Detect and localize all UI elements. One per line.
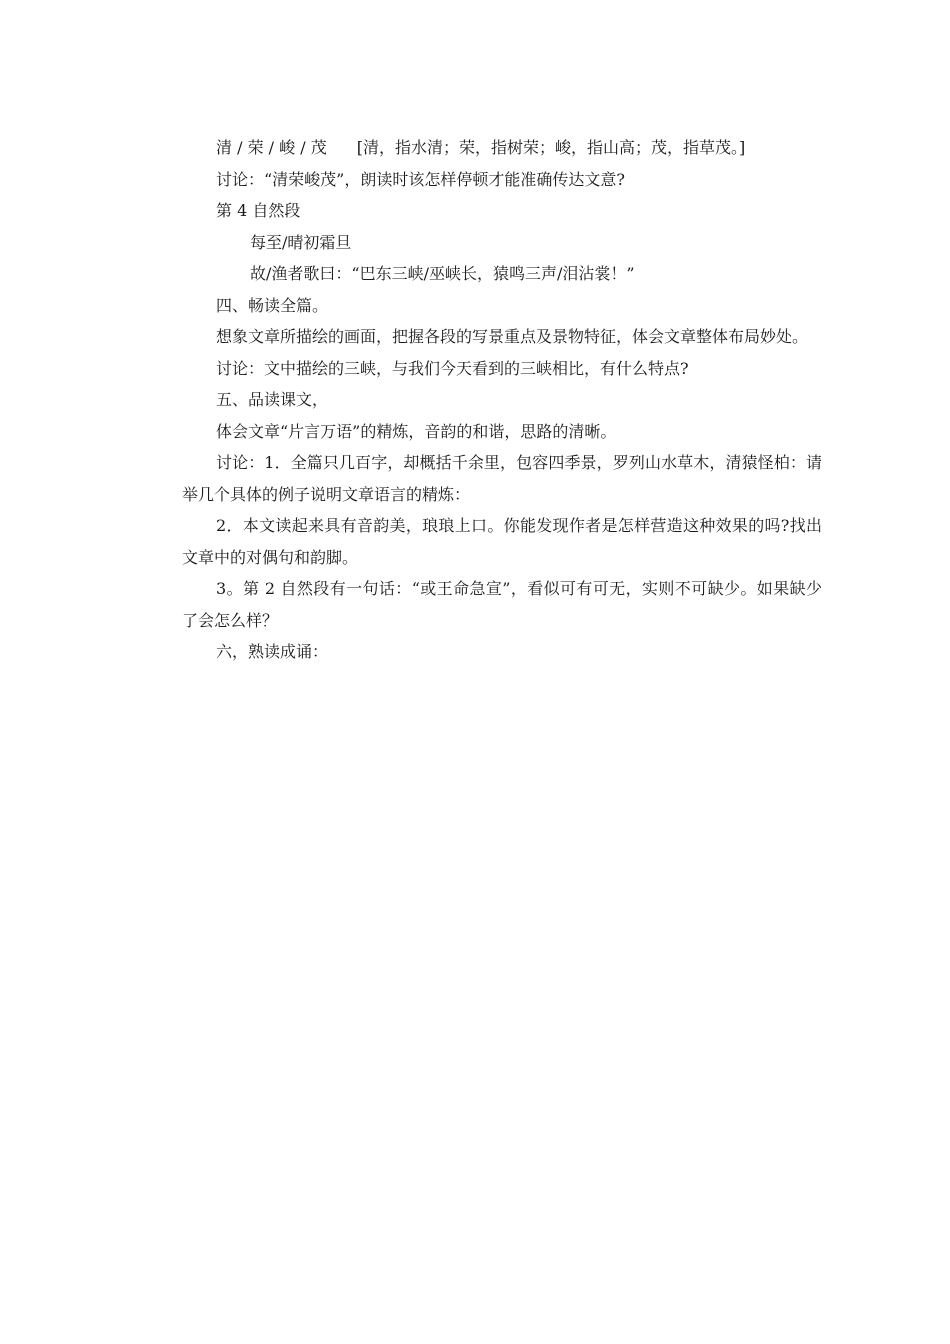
pause-marks: 清 / 荣 / 峻 / 茂 xyxy=(216,138,327,157)
word-explanation: [清，指水清；荣，指树荣；峻，指山高；茂，指草茂。] xyxy=(356,138,746,157)
document-page xyxy=(182,132,822,668)
paragraph-section-4: 第 4 自然段 xyxy=(216,201,301,220)
paragraph-qing-rong-jun-mao xyxy=(182,132,822,164)
paragraph-discussion-3: 3。第 2 自然段有一句话：“或王命急宣”，看似可有可无，实则不可缺少。如果缺少了会怎么样？ xyxy=(182,579,822,630)
paragraph-discussion-pause: 讨论：“清荣峻茂”，朗读时该怎样停顿才能准确传达文意? xyxy=(216,169,625,189)
heading-section-four: 四、畅读全篇。 xyxy=(216,295,329,315)
paragraph-imagine: 想象文章所描绘的画面，把握各段的写景重点及景物特征，体会文章整体布局妙处。 xyxy=(216,327,809,346)
paragraph-appreciate: 体会文章“片言万语”的精炼，音韵的和谐，思路的清晰。 xyxy=(216,421,617,441)
paragraph-discussion-2: 2．本文读起来具有音韵美，琅琅上口。你能发现作者是怎样营造这种效果的吗?找出文章中的对偶句和韵脚。 xyxy=(182,516,822,567)
heading-section-five: 五、品读课文， xyxy=(216,390,329,409)
heading-section-six: 六，熟读成诵： xyxy=(216,642,329,661)
paragraph-discussion-1: 讨论：1．全篇只几百字，却概括千余里，包容四季景，罗列山水草木，清猿怪柏：请举几个具体的例子说明文章语言的精炼： xyxy=(182,453,822,504)
paragraph-example-1: 每至/晴初霜旦 xyxy=(250,232,352,252)
paragraph-example-2: 故/渔者歌曰：“巴东三峡/巫峡长，猿鸣三声/泪沾裳！” xyxy=(250,264,635,283)
paragraph-discussion-features: 讨论：文中描绘的三峡，与我们今天看到的三峡相比，有什么特点? xyxy=(216,358,689,378)
